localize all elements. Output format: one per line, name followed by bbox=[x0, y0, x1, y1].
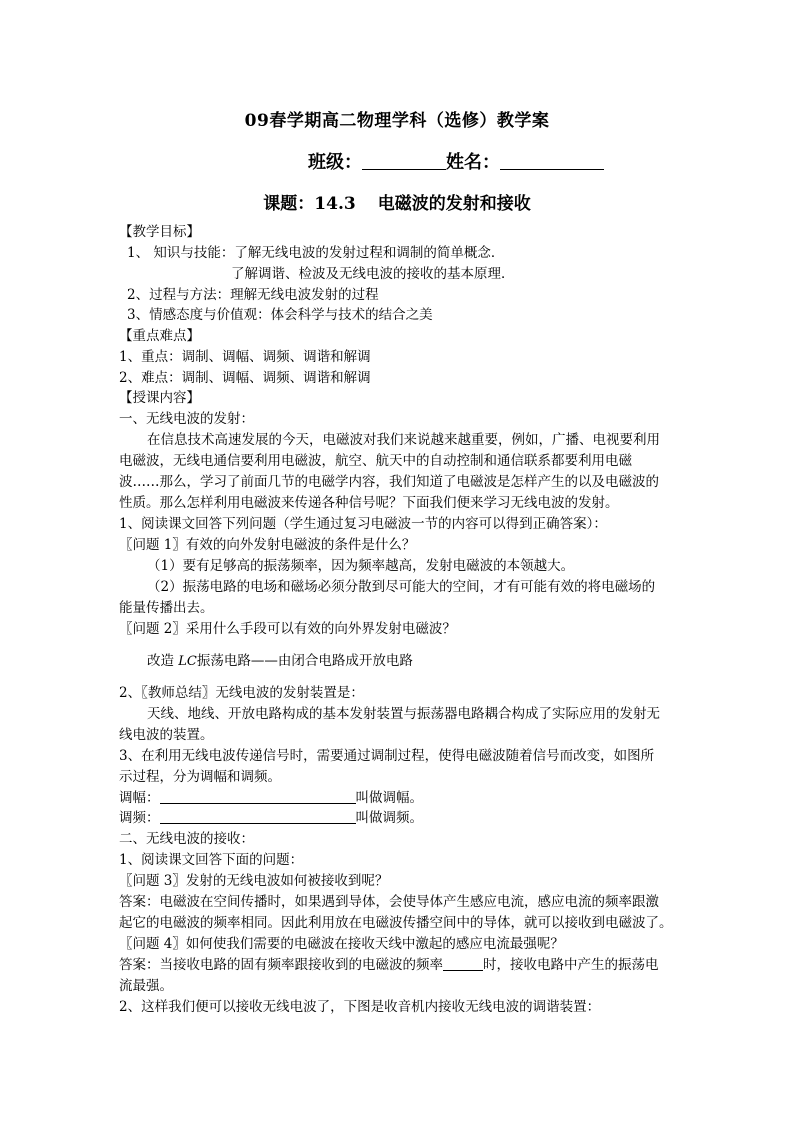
keypoint-focus: 1、重点：调制、调幅、调频、调谐和解调 bbox=[119, 349, 371, 365]
fm-label: 调频： bbox=[119, 810, 160, 826]
part-two-heading: 二、无线电波的接收： bbox=[119, 831, 254, 847]
lesson-topic bbox=[0, 189, 794, 214]
goal-attitude: 3、情感态度与价值观：体会科学与技术的结合之美 bbox=[127, 307, 433, 323]
goal-knowledge-cont: 了解调谐、检波及无线电波的接收的基本原理． bbox=[231, 266, 515, 282]
name-label: 姓名： bbox=[446, 152, 500, 173]
tuning-intro: 2、这样我们便可以接收无线电波了，下图是收音机内接收无线电波的调谐装置： bbox=[119, 999, 601, 1015]
answer-4 bbox=[119, 955, 659, 975]
section-heading-goals: 【教学目标】 bbox=[119, 224, 200, 240]
answer-4-suffix: 时，接收电路中产生的振荡电 bbox=[483, 957, 659, 973]
part-one-heading: 一、无线电波的发射： bbox=[119, 411, 254, 427]
question-4: 〖问题 4〗如何使我们需要的电磁波在接收天线中激起的感应电流最强呢？ bbox=[119, 936, 564, 952]
question-1: 〖问题 1〗有效的向外发射电磁波的条件是什么？ bbox=[119, 537, 416, 553]
paragraph-line: 性质。那么怎样利用电磁波来传递各种信号呢？下面我们便来学习无线电波的发射。 bbox=[119, 495, 619, 511]
answer-4-text: 答案：当接收电路的固有频率跟接收到的电磁波的频率 bbox=[119, 957, 443, 973]
class-blank[interactable] bbox=[362, 149, 446, 170]
class-name-line bbox=[308, 148, 604, 174]
paragraph-line: 波……那么，学习了前面几节的电磁学内容，我们知道了电磁波是怎样产生的以及电磁波的 bbox=[119, 474, 659, 490]
answer-2-prefix: 改造 bbox=[147, 653, 174, 669]
topic-title: 电磁波的发射和接收 bbox=[377, 194, 531, 214]
question-instruction: 1、阅读课文回答下列问题（学生通过复习电磁波一节的内容可以得到正确答案）： bbox=[119, 516, 607, 532]
goal-knowledge: 1、 知识与技能：了解无线电波的发射过程和调制的简单概念． bbox=[127, 245, 505, 261]
am-definition bbox=[119, 788, 423, 808]
keypoint-difficulty: 2、难点：调制、调幅、调频、调谐和解调 bbox=[119, 370, 371, 386]
answer-2 bbox=[147, 651, 413, 672]
am-suffix: 叫做调幅。 bbox=[355, 790, 423, 806]
reading-instruction: 1、阅读课文回答下面的问题： bbox=[119, 852, 304, 868]
lc-symbol: LC bbox=[178, 654, 197, 669]
fm-definition bbox=[119, 808, 423, 828]
paragraph-line: 电磁波，无线电通信要利用电磁波，航空、航天中的自动控制和通信联系都要利用电磁 bbox=[119, 453, 632, 469]
document-title: 09春学期高二物理学科（选修）教学案 bbox=[244, 111, 550, 131]
am-blank[interactable] bbox=[160, 788, 356, 804]
section-heading-keypoints: 【重点难点】 bbox=[119, 328, 200, 344]
modulation-line: 3、在利用无线电波传递信号时，需要通过调制过程，使得电磁波随着信号而改变，如图所 bbox=[119, 748, 655, 764]
name-blank[interactable] bbox=[500, 149, 604, 170]
answer-3-cont: 起它的电磁波的频率相同。因此利用放在电磁波传播空间中的导体，就可以接收到电磁波了。 bbox=[119, 915, 673, 931]
summary-line-cont: 线电波的装置。 bbox=[119, 727, 214, 743]
answer-4-cont: 流最强。 bbox=[119, 978, 173, 994]
answer-2-text: 振荡电路——由闭合电路成开放电路 bbox=[196, 653, 413, 669]
modulation-line-cont: 示过程，分为调幅和调频。 bbox=[119, 769, 281, 785]
teacher-summary: 2、〖教师总结〗无线电波的发射装置是： bbox=[119, 685, 364, 701]
paragraph-line: 在信息技术高速发展的今天，电磁波对我们来说越来越重要，例如，广播、电视要利用 bbox=[147, 432, 660, 448]
goal-process: 2、过程与方法：理解无线电波发射的过程 bbox=[127, 287, 379, 303]
answer-1-item-1: （1）要有足够高的振荡频率，因为频率越高，发射电磁波的本领越大。 bbox=[147, 558, 575, 574]
section-heading-content: 【授课内容】 bbox=[119, 390, 200, 406]
answer-1-item-2-cont: 能量传播出去。 bbox=[119, 600, 214, 616]
answer-4-blank[interactable] bbox=[443, 955, 483, 971]
summary-line: 天线、地线、开放电路构成的基本发射装置与振荡器电路耦合构成了实际应用的发射无 bbox=[147, 706, 660, 722]
fm-blank[interactable] bbox=[160, 808, 356, 824]
answer-1-item-2: （2）振荡电路的电场和磁场必须分散到尽可能大的空间，才有可能有效的将电磁场的 bbox=[147, 579, 656, 595]
answer-3: 答案：电磁波在空间传播时，如果遇到导体，会使导体产生感应电流，感应电流的频率跟激 bbox=[119, 894, 659, 910]
topic-prefix: 课题：14.3 bbox=[263, 194, 356, 214]
question-2: 〖问题 2〗采用什么手段可以有效的向外界发射电磁波？ bbox=[119, 621, 456, 637]
am-label: 调幅： bbox=[119, 790, 160, 806]
fm-suffix: 叫做调频。 bbox=[355, 810, 423, 826]
class-label: 班级： bbox=[308, 152, 362, 173]
question-3: 〖问题 3〗发射的无线电波如何被接收到呢？ bbox=[119, 873, 389, 889]
